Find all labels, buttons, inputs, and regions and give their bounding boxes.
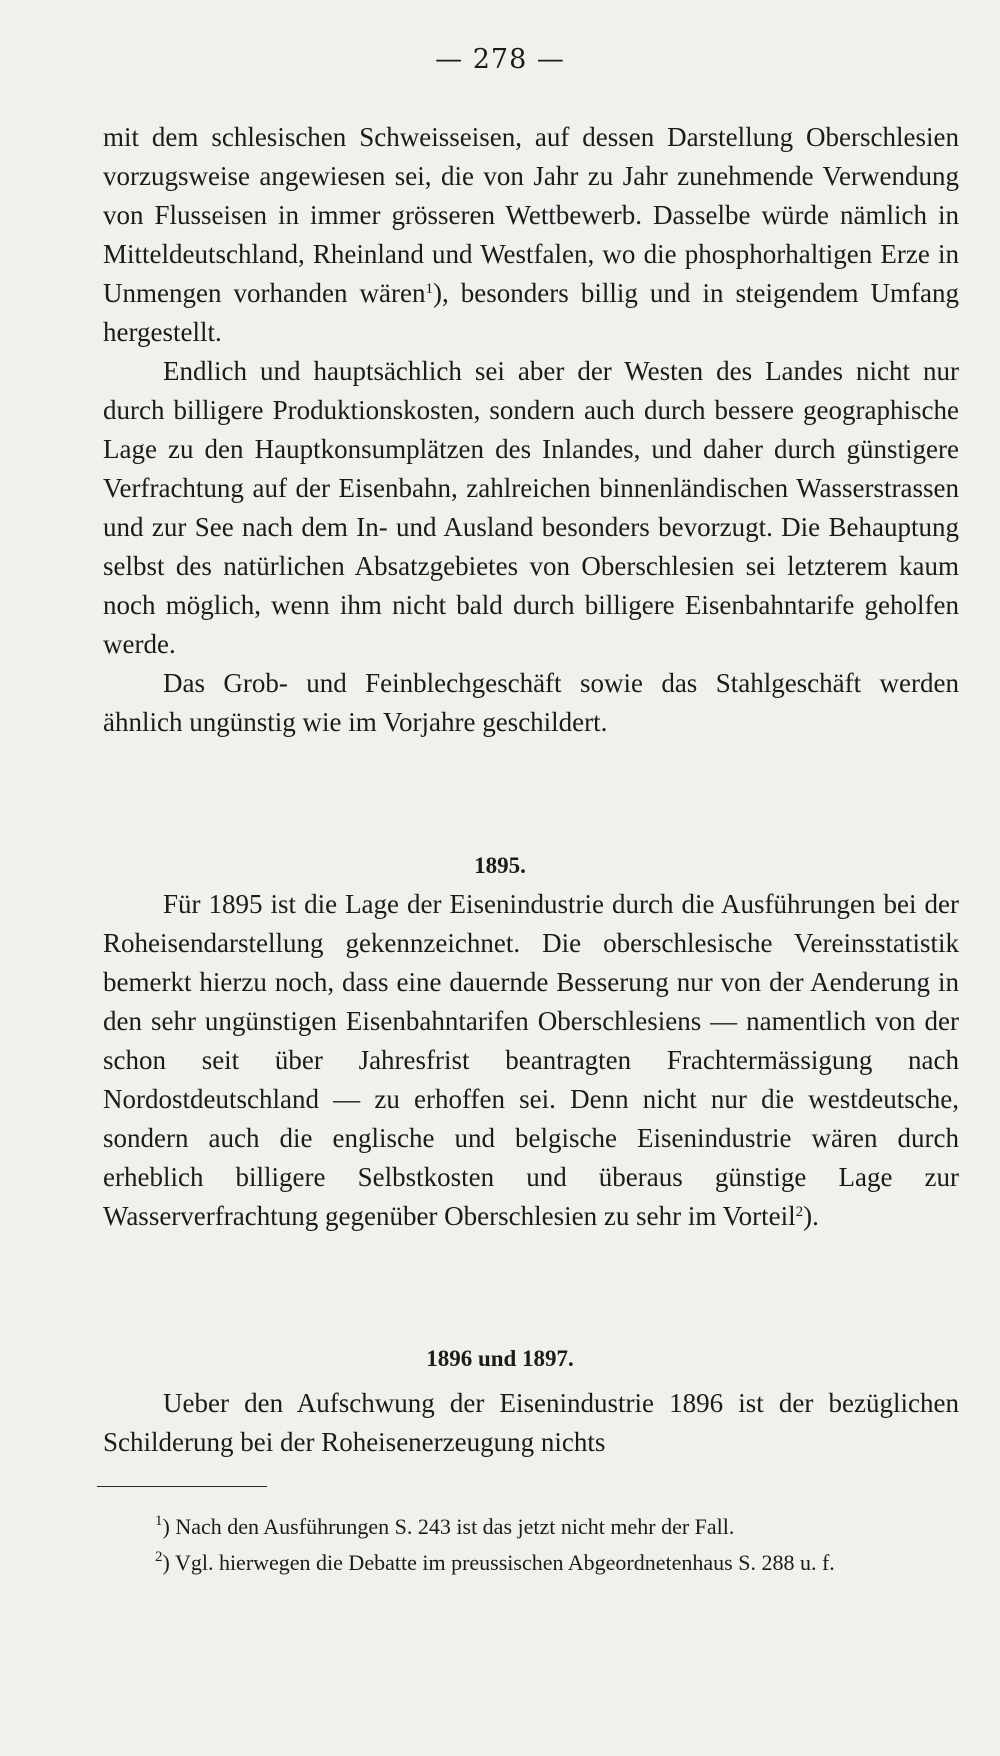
paragraph-4 bbox=[103, 885, 959, 1236]
footnote-ref-2: 2 bbox=[795, 1204, 804, 1220]
footnote-1-mark: 1 bbox=[155, 1513, 163, 1529]
section-heading-1896-1897: 1896 und 1897. bbox=[426, 1346, 574, 1371]
paragraph-3: Das Grob- und Feinblechgeschäft sowie das Stahlgeschäft werden ähnlich ungünstig wie im Vorjahre geschildert. bbox=[103, 668, 959, 737]
paragraph-1-text-a: mit dem schlesischen Schweisseisen, auf dessen Darstellung Oberschlesien vorzugsweise angewiesen sei, die von Jahr zu Jahr zunehmende Verwendung von Flusseisen in immer grösseren Wettbewerb. Dasselbe würde nämlich in Mitteldeutschland, Rheinland und Westfalen, wo die phosphorhaltigen Erze in Unmengen vorhanden wären bbox=[103, 122, 959, 308]
paragraph-4-text-a: Für 1895 ist die Lage der Eisenindustrie durch die Ausführungen bei der Roheisendarstellung gekennzeichnet. Die oberschlesische Vereinsstatistik bemerkt hierzu noch, dass eine dauernde Besserung nur von der Aenderung in den sehr ungünstigen Eisenbahntarifen Oberschlesiens — namentlich von der schon seit über Jahresfrist beantragten Frachtermässigung nach Nordostdeutschland — zu erhoffen sei. Denn nicht nur die westdeutsche, sondern auch die englische und belgische Eisenindustrie wären durch erheblich billigere Selbstkosten und überaus günstige Lage zur Wasserverfrachtung gegenüber Oberschlesien zu sehr im Vorteil bbox=[103, 889, 959, 1231]
section-heading-1895: 1895. bbox=[474, 853, 526, 878]
footnote-divider bbox=[97, 1486, 267, 1487]
text-block-1896 bbox=[103, 1384, 959, 1462]
footnote-ref-1: 1 bbox=[425, 281, 433, 297]
page-number: — 278 — bbox=[435, 44, 565, 75]
text-block-top bbox=[103, 118, 959, 742]
paragraph-2: Endlich und hauptsächlich sei aber der Westen des Landes nicht nur durch billigere Produktionskosten, sondern auch durch bessere geographische Lage zu den Hauptkonsumplätzen des Inlandes, und daher durch günstigere Verfrachtung auf der Eisenbahn, zahlreichen binnenländischen Wasserstrassen und zur See nach dem In- und Ausland besonders bevorzugt. Die Behauptung selbst des natürlichen Absatzgebietes von Oberschlesien sei letzterem kaum noch möglich, wenn ihm nicht bald durch billigere Eisenbahntarife geholfen werde. bbox=[103, 356, 959, 659]
footnote-1-text: Nach den Ausführungen S. 243 ist das jetzt nicht mehr der Fall. bbox=[175, 1514, 735, 1539]
text-block-1895 bbox=[103, 885, 959, 1236]
paragraph-4-text-b: ). bbox=[803, 1201, 819, 1231]
footnote-1: $^1$) Nach den Ausführungen S. 243 ist das jetzt nicht mehr der Fall. bbox=[155, 1513, 735, 1539]
footnote-2-mark: 2 bbox=[155, 1549, 163, 1565]
footnote-2-text: Vgl. hierwegen die Debatte im preussischen Abgeordnetenhaus S. 288 u. f. bbox=[174, 1550, 835, 1575]
paragraph-1-text-b: ), besonders billig und in steigendem Umfang hergestellt. bbox=[103, 278, 959, 347]
footnote-2: $^2$) Vgl. hierwegen die Debatte im preussischen Abgeordnetenhaus S. 288 u. f. bbox=[155, 1549, 835, 1575]
paragraph-5: Ueber den Aufschwung der Eisenindustrie 1896 ist der bezüglichen Schilderung bei der Roheisenerzeugung nichts bbox=[103, 1388, 959, 1457]
paragraph-1 bbox=[103, 118, 959, 352]
